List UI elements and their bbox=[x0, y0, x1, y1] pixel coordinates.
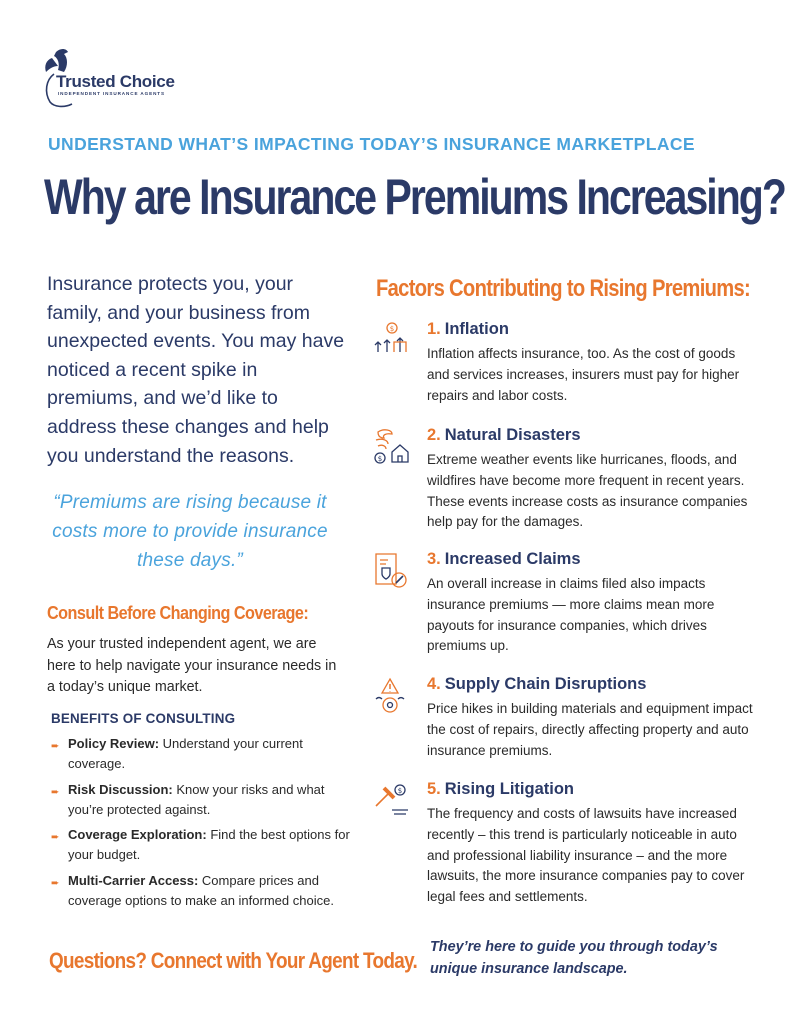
logo-tagline: INDEPENDENT INSURANCE AGENTS bbox=[58, 91, 165, 96]
gavel-icon bbox=[370, 780, 410, 820]
guide-text: They’re here to guide you through today’s unique insurance landscape. bbox=[430, 939, 718, 977]
eyebrow-heading: UNDERSTAND WHAT’S IMPACTING TODAY’S INSURANCE MARKETPLACE bbox=[48, 134, 695, 154]
svg-text:$: $ bbox=[389, 325, 395, 333]
benefit-label: Risk Discussion: bbox=[68, 781, 173, 797]
factor-body: The frequency and costs of lawsuits have increased recently – this trend is particularly noticeable in auto and professional liability insurance – and the more lawsuits, the more insurance companies pay to cover legal fees and settlements. bbox=[427, 806, 745, 905]
svg-text:$: $ bbox=[397, 787, 403, 795]
list-item bbox=[51, 734, 351, 775]
factor-title-text: Natural Disasters bbox=[444, 426, 581, 444]
factor-title bbox=[427, 550, 581, 569]
factor-number: 3. bbox=[427, 550, 441, 568]
factor-title-text: Supply Chain Disruptions bbox=[444, 675, 647, 693]
benefits-heading: BENEFITS OF CONSULTING bbox=[51, 711, 236, 726]
factor-title-text: Inflation bbox=[444, 320, 509, 338]
list-item bbox=[51, 871, 351, 912]
trusted-choice-logo bbox=[40, 44, 200, 108]
logo-wordmark: Trusted Choice bbox=[56, 72, 175, 91]
benefits-list bbox=[51, 734, 351, 916]
factor-number: 4. bbox=[427, 675, 441, 693]
benefit-text: Compare prices and coverage options to make an informed choice. bbox=[68, 872, 334, 909]
benefit-text: Know your risks and what you’re protected against. bbox=[68, 781, 325, 817]
factor-body: An overall increase in claims filed also impacts insurance premiums — more claims mean more payouts for insurance companies, which drives premiums up. bbox=[427, 576, 715, 654]
factor-title-text: Increased Claims bbox=[444, 550, 581, 568]
arrow-bullet-icon: ➨ bbox=[51, 877, 60, 889]
factors-heading: Factors Contributing to Rising Premiums: bbox=[376, 275, 751, 302]
factor-title bbox=[427, 426, 581, 445]
factor-title bbox=[427, 675, 646, 694]
factor-title bbox=[427, 780, 574, 799]
arrow-bullet-icon: ➨ bbox=[51, 741, 60, 752]
page-title: Why are Insurance Premiums Increasing? bbox=[44, 169, 785, 225]
cta-heading: Questions? Connect with Your Agent Today. bbox=[49, 948, 418, 973]
factor-number: 2. bbox=[427, 426, 441, 444]
claims-document-icon bbox=[370, 550, 410, 590]
svg-text:$: $ bbox=[377, 455, 383, 463]
arrow-bullet-icon: ➨ bbox=[51, 832, 60, 844]
intro-paragraph: Insurance protects you, your family, and your business from unexpected events. You may have noticed a recent spike in premiums, and we’d like to address these changes and help you understand the reasons. bbox=[47, 273, 345, 467]
factor-body: Inflation affects insurance, too. As the cost of goods and services increases, insurers must pay for higher repairs and labor costs. bbox=[427, 346, 740, 403]
benefit-text: Understand your current coverage. bbox=[68, 736, 303, 772]
factor-title bbox=[427, 320, 509, 339]
natural-disaster-icon bbox=[370, 426, 410, 466]
pull-quote: “Premiums are rising because it costs more to provide insurance these days.” bbox=[52, 492, 328, 571]
factor-title-text: Rising Litigation bbox=[444, 780, 575, 798]
arrow-bullet-icon: ➨ bbox=[51, 786, 60, 798]
factor-body: Extreme weather events like hurricanes, floods, and wildfires have become more frequent in recent years. These events increase costs as insurance companies help pay for the damages. bbox=[427, 452, 748, 530]
benefit-label: Multi-Carrier Access: bbox=[68, 872, 199, 888]
consult-heading: Consult Before Changing Coverage: bbox=[47, 603, 309, 623]
supply-chain-icon bbox=[370, 675, 410, 715]
factor-body: Price hikes in building materials and equipment impact the cost of repairs, directly affecting property and auto insurance premiums. bbox=[427, 701, 753, 758]
benefit-label: Coverage Exploration: bbox=[68, 827, 207, 843]
inflation-icon bbox=[370, 320, 410, 360]
consult-paragraph: As your trusted independent agent, we are here to help navigate your insurance needs in a today’s unique market. bbox=[47, 636, 337, 695]
factor-number: 5. bbox=[427, 780, 441, 798]
list-item bbox=[51, 780, 351, 821]
benefit-label: Policy Review: bbox=[68, 736, 160, 751]
list-item bbox=[51, 825, 351, 866]
factor-number: 1. bbox=[427, 320, 441, 338]
benefit-text: Find the best options for your budget. bbox=[68, 827, 350, 863]
